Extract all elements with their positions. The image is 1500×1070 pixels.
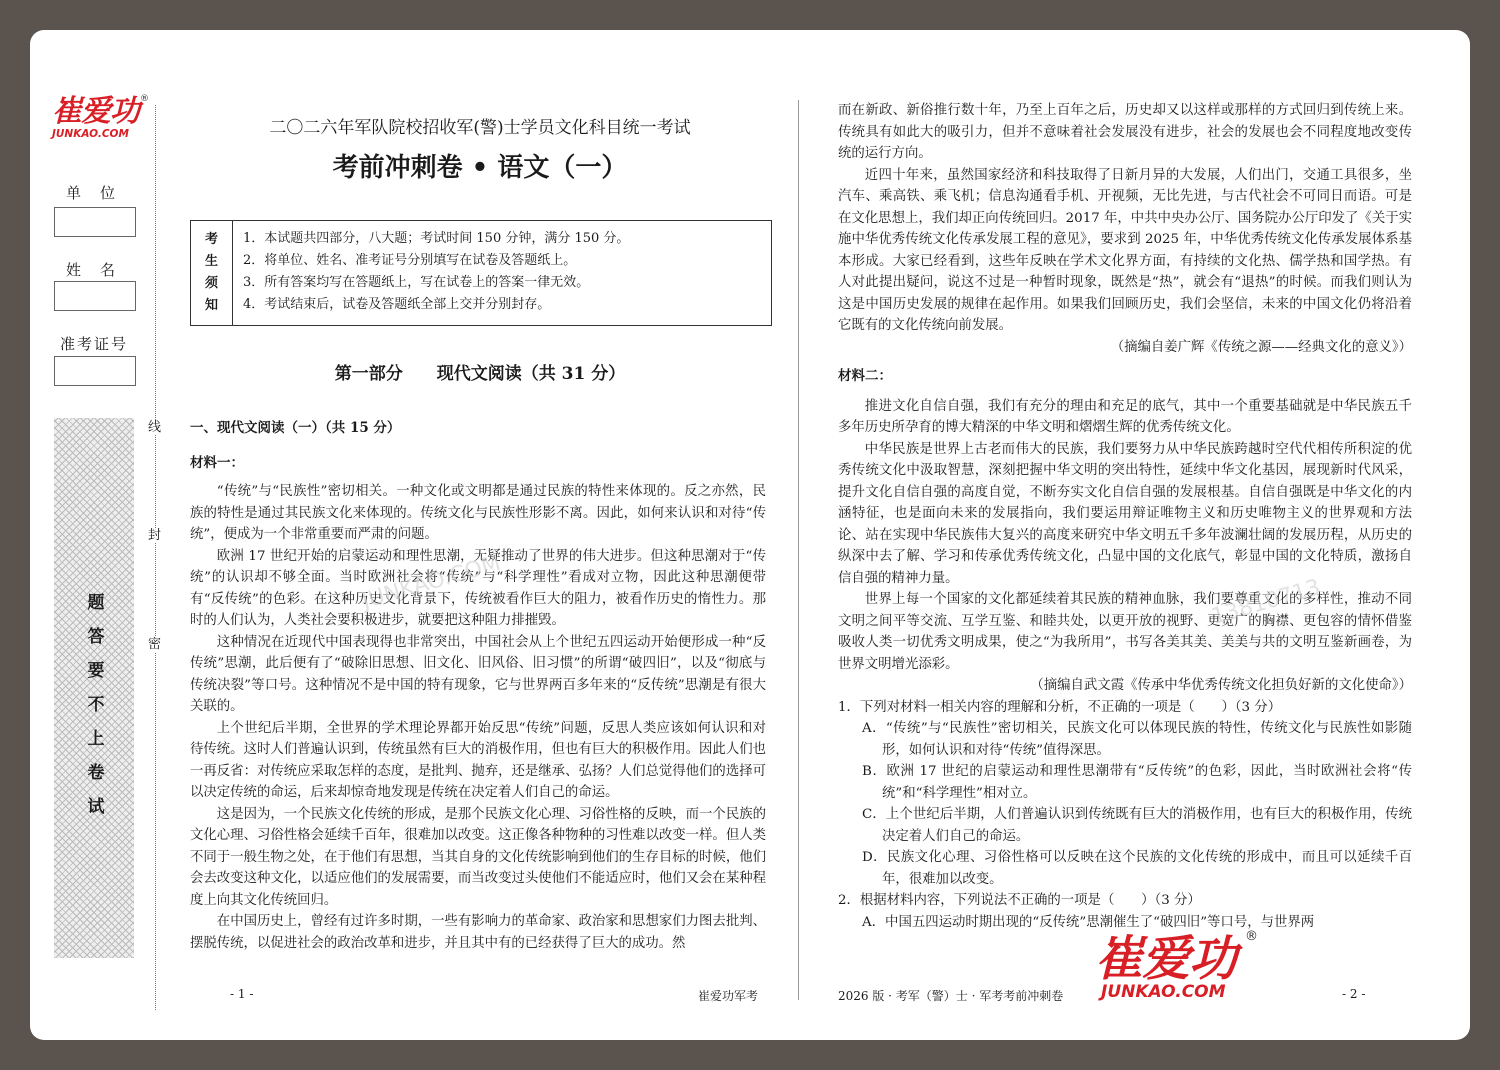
question-2: 2．根据材料内容，下列说法不正确的一项是（ ）（3 分） xyxy=(838,893,1201,908)
name-label: 姓 名 xyxy=(66,261,118,279)
exam-sheet xyxy=(30,30,1470,1040)
warning-char: 上 xyxy=(87,729,105,749)
cut-label-sealed: 密 xyxy=(148,637,162,652)
paragraph: “传统”与“民族性”密切相关。一种文化或文明都是通过民族的特性来体现的。反之亦然，民族的特性是通过其民族文化来体现的。传统文化与民族性形影不离。因此，如何来认识和对待“传统”，便成为一个非常重要而严肃的问题。 xyxy=(190,484,766,542)
right-column-text xyxy=(838,100,1412,933)
source-citation-2: （摘编自武文霞《传承中华优秀传统文化担负好新的文化使命》） xyxy=(1030,678,1412,693)
paragraph: 欧洲 17 世纪开始的启蒙运动和理性思潮，无疑推动了世界的伟大进步。但这种思潮对于“传统”的认识却不够全面。当时欧洲社会将“传统”与“科学理性”看成对立物，因此这种思潮便带有“反传统”的色彩。在这种历史文化背景下，传统被看作巨大的阻力，被看作历史的惰性力。那时的人们认为，人类社会要积极进步，就要把这种阻力排摧毁。 xyxy=(190,548,766,628)
section1-title: 一、现代文阅读（一）（共 15 分） xyxy=(190,420,401,436)
material2-label: 材料二： xyxy=(838,368,892,384)
brand-logo-cn: 崔爱功 xyxy=(1095,931,1237,987)
id-label: 准考证号 xyxy=(60,335,129,353)
warning-char: 不 xyxy=(87,695,105,715)
notice-item: 1．本试题共四部分，八大题；考试时间 150 分钟，满分 150 分。 xyxy=(243,231,630,246)
source-citation-1: （摘编自姜广辉《传统之源——经典文化的意义》） xyxy=(1110,339,1412,355)
paragraph: 推进文化自信自强，我们有充分的理由和充足的底气，其中一个重要基础就是中华民族五千多年历史所孕育的博大精深的中华文明和熠熠生辉的优秀传统文化。 xyxy=(838,398,1412,435)
page-number-2: - 2 - xyxy=(1342,987,1366,1001)
notice-item: 3．所有答案均写在答题纸上，写在试卷上的答案一律无效。 xyxy=(243,275,590,290)
exam-title: 二〇二六年军队院校招收军(警)士学员文化科目统一考试 xyxy=(269,118,691,138)
question-1: 1．下列对材料一相关内容的理解和分析，不正确的一项是（ ）（3 分） xyxy=(838,699,1282,715)
q1-option-c: C．上个世纪后半期，人们普遍认识到传统既有巨大的消极作用，也有巨大的积极作用，传统决定着人们自己的命运。 xyxy=(862,807,1412,844)
warning-char: 卷 xyxy=(87,763,105,783)
warning-char: 要 xyxy=(87,661,105,681)
paragraph: 世界上每一个国家的文化都延续着其民族的精神血脉，我们要尊重文化的多样性，推动不同文明之间平等交流、互学互鉴、和睦共处，以更开放的视野、更宽广的胸襟、更包容的情怀借鉴吸收人类一切优秀文明成果，使之“为我所用”，书写各美其美、美美与共的文明互鉴新画卷，为世界文明增光添彩。 xyxy=(838,592,1412,672)
footer-series: 2026 版 · 考军（警）士 · 军考考前冲刺卷 xyxy=(838,989,1064,1003)
notice-head-char: 考 xyxy=(204,232,218,247)
paragraph: 而在新政、新俗推行数十年，乃至上百年之后，历史却又以这样或那样的方式回归到传统上来。传统具有如此大的吸引力，但并不意味着社会发展没有进步，社会的发展也会不同程度地改变传统的运行方向。 xyxy=(838,103,1412,161)
column-divider xyxy=(798,100,799,1000)
q1-option-a: A．“传统”与“民族性”密切相关，民族文化可以体现民族的特性，传统文化与民族性如影随形，如何认识和对待“传统”值得深思。 xyxy=(862,721,1412,758)
brand-logo-left xyxy=(52,96,152,140)
notice-body xyxy=(243,228,629,316)
brand-logo-right xyxy=(1095,929,1258,1002)
warning-char: 答 xyxy=(87,627,105,647)
q1-option-b: B．欧洲 17 世纪的启蒙运动和理性思潮带有“反传统”的色彩，因此，当时欧洲社会将“传统”和“科学理性”相对立。 xyxy=(862,764,1412,801)
notice-head-char: 知 xyxy=(204,298,218,313)
unit-label: 单 位 xyxy=(66,184,118,202)
notice-head-char: 生 xyxy=(204,254,218,269)
warning-char: 试 xyxy=(87,797,105,817)
paragraph: 这种情况在近现代中国表现得也非常突出，中国社会从上个世纪五四运动开始便形成一种“反传统”思潮，此后便有了“破除旧思想、旧文化、旧风俗、旧习惯”的所谓“破四旧”，以及“彻底与传统决裂”等口号。这种情况不是中国的特有现象，它与世界两百多年来的“反传统”思潮是有很大关联的。 xyxy=(190,634,766,714)
notice-item: 2．将单位、姓名、准考证号分别填写在试卷及答题纸上。 xyxy=(243,253,577,268)
cut-line xyxy=(155,105,156,1010)
brand-logo-cn: 崔爱功 xyxy=(52,94,139,129)
page-number-1: - 1 - xyxy=(230,987,254,1001)
footer-brand: 崔爱功军考 xyxy=(698,989,759,1003)
notice-head-char: 须 xyxy=(204,276,218,291)
cut-label-seal: 封 xyxy=(148,528,162,543)
brand-logo-en: JUNKAO.COM xyxy=(1101,982,1226,1002)
name-field[interactable] xyxy=(54,281,136,311)
registered-mark: ® xyxy=(1245,929,1258,944)
watermark-left: JUNKAO.COM xyxy=(359,550,504,615)
part1-title: 第一部分 现代文阅读（共 31 分） xyxy=(334,364,626,384)
warning-char: 题 xyxy=(87,593,105,613)
paragraph: 这是因为，一个民族文化传统的形成，是那个民族文化心理、习俗性格的反映，而一个民族的文化心理、习俗性格会延续千百年，很难加以改变。这正像各种物种的习性难以改变一样。但人类不同于一般生物之处，在于他们有思想，当其自身的文化传统影响到他们的生存目标的时候，他们会去改变这种文化，以适应他们的发展需要，而当改变过头使他们不能适应时，他们又会在某种程度上向其文化传统回归。 xyxy=(190,806,766,908)
notice-box xyxy=(190,220,772,326)
notice-heading xyxy=(191,221,233,325)
brand-logo-en: JUNKAO.COM xyxy=(52,128,129,140)
paragraph: 在中国历史上，曾经有过许多时期，一些有影响力的革命家、政治家和思想家们力图去批判、摆脱传统，以促进社会的政治改革和进步，并且其中有的已经获得了巨大的成功。然 xyxy=(190,914,766,951)
registered-mark: ® xyxy=(140,94,149,104)
left-column-text xyxy=(190,481,766,954)
paragraph: 上个世纪后半期，全世界的学术理论界都开始反思“传统”问题，反思人类应该如何认识和对待传统。这时人们普遍认识到，传统虽然有巨大的消极作用，但也有巨大的积极作用。因此人们也一再反省：对传统应采取怎样的态度，是批判、抛弃，还是继承、弘扬？人们总觉得他们的选择可以决定传统的命运，后来却惊奇地发现是传统在决定着人们自己的命运。 xyxy=(190,720,766,800)
warning-vertical-text xyxy=(80,586,112,824)
q1-option-d: D．民族文化心理、习俗性格可以反映在这个民族的文化传统的形成中，而且可以延续千百年，很难加以改变。 xyxy=(862,850,1412,887)
cut-label-line: 线 xyxy=(148,420,162,435)
material1-label: 材料一： xyxy=(190,455,244,471)
paragraph: 中华民族是世界上古老而伟大的民族，我们要努力从中华民族跨越时空代代相传所积淀的优秀传统文化中汲取智慧，深刻把握中华文明的突出特性，延续中华文化基因，展现新时代风采，提升文化自信自强的高度自觉，不断夯实文化自信自强的发展根基。自信自强既是中华文化的内涵特征，也是面向未来的发展指向，我们要运用辩证唯物主义和历史唯物主义的世界观和方法论、站在实现中华民族伟大复兴的高度来研究中华文明五千多年波澜壮阔的发展历程，从历史的纵深中去了解、学习和传承优秀传统文化，凸显中国的文化底气，彰显中国的文化特质，激扬自信自强的精神力量。 xyxy=(838,441,1412,586)
id-field[interactable] xyxy=(54,356,136,386)
watermark-right: 13810713 xyxy=(1208,575,1324,630)
paragraph: 近四十年来，虽然国家经济和科技取得了日新月异的大发展，人们出门，交通工具很多，坐汽车、乘高铁、乘飞机；信息沟通看手机、开视频，无比先进，与古代社会不可同日而语。可是在文化思想上，我们却正向传统回归。2017 年，中共中央办公厅、国务院办公厅印发了《关于实施中华优秀传统文化传承发展工程的意见》，要求到 2025 年，中华优秀传统文化传承发展体系基本形成。大家已经看到，这些年反映在学术文化界方面，有持续的文化热、儒学热和国学热。有人对此提出疑问，说这不过是一种暂时现象，既然是“热”，就会有“退热”的时候。而我们则认为这是中国历史发展的规律在起作用。如果我们回顾历史，我们会坚信，未来的中国文化仍将沿着它既有的文化传统向前发展。 xyxy=(838,167,1412,333)
q2-option-a: A．中国五四运动时期出现的“反传统”思潮催生了“破四旧”等口号，与世界两 xyxy=(862,914,1315,930)
paper-title: 考前冲刺卷 • 语文（一） xyxy=(332,153,628,183)
unit-field[interactable] xyxy=(54,207,136,237)
notice-item: 4．考试结束后，试卷及答题纸全部上交并分别封存。 xyxy=(243,297,551,312)
